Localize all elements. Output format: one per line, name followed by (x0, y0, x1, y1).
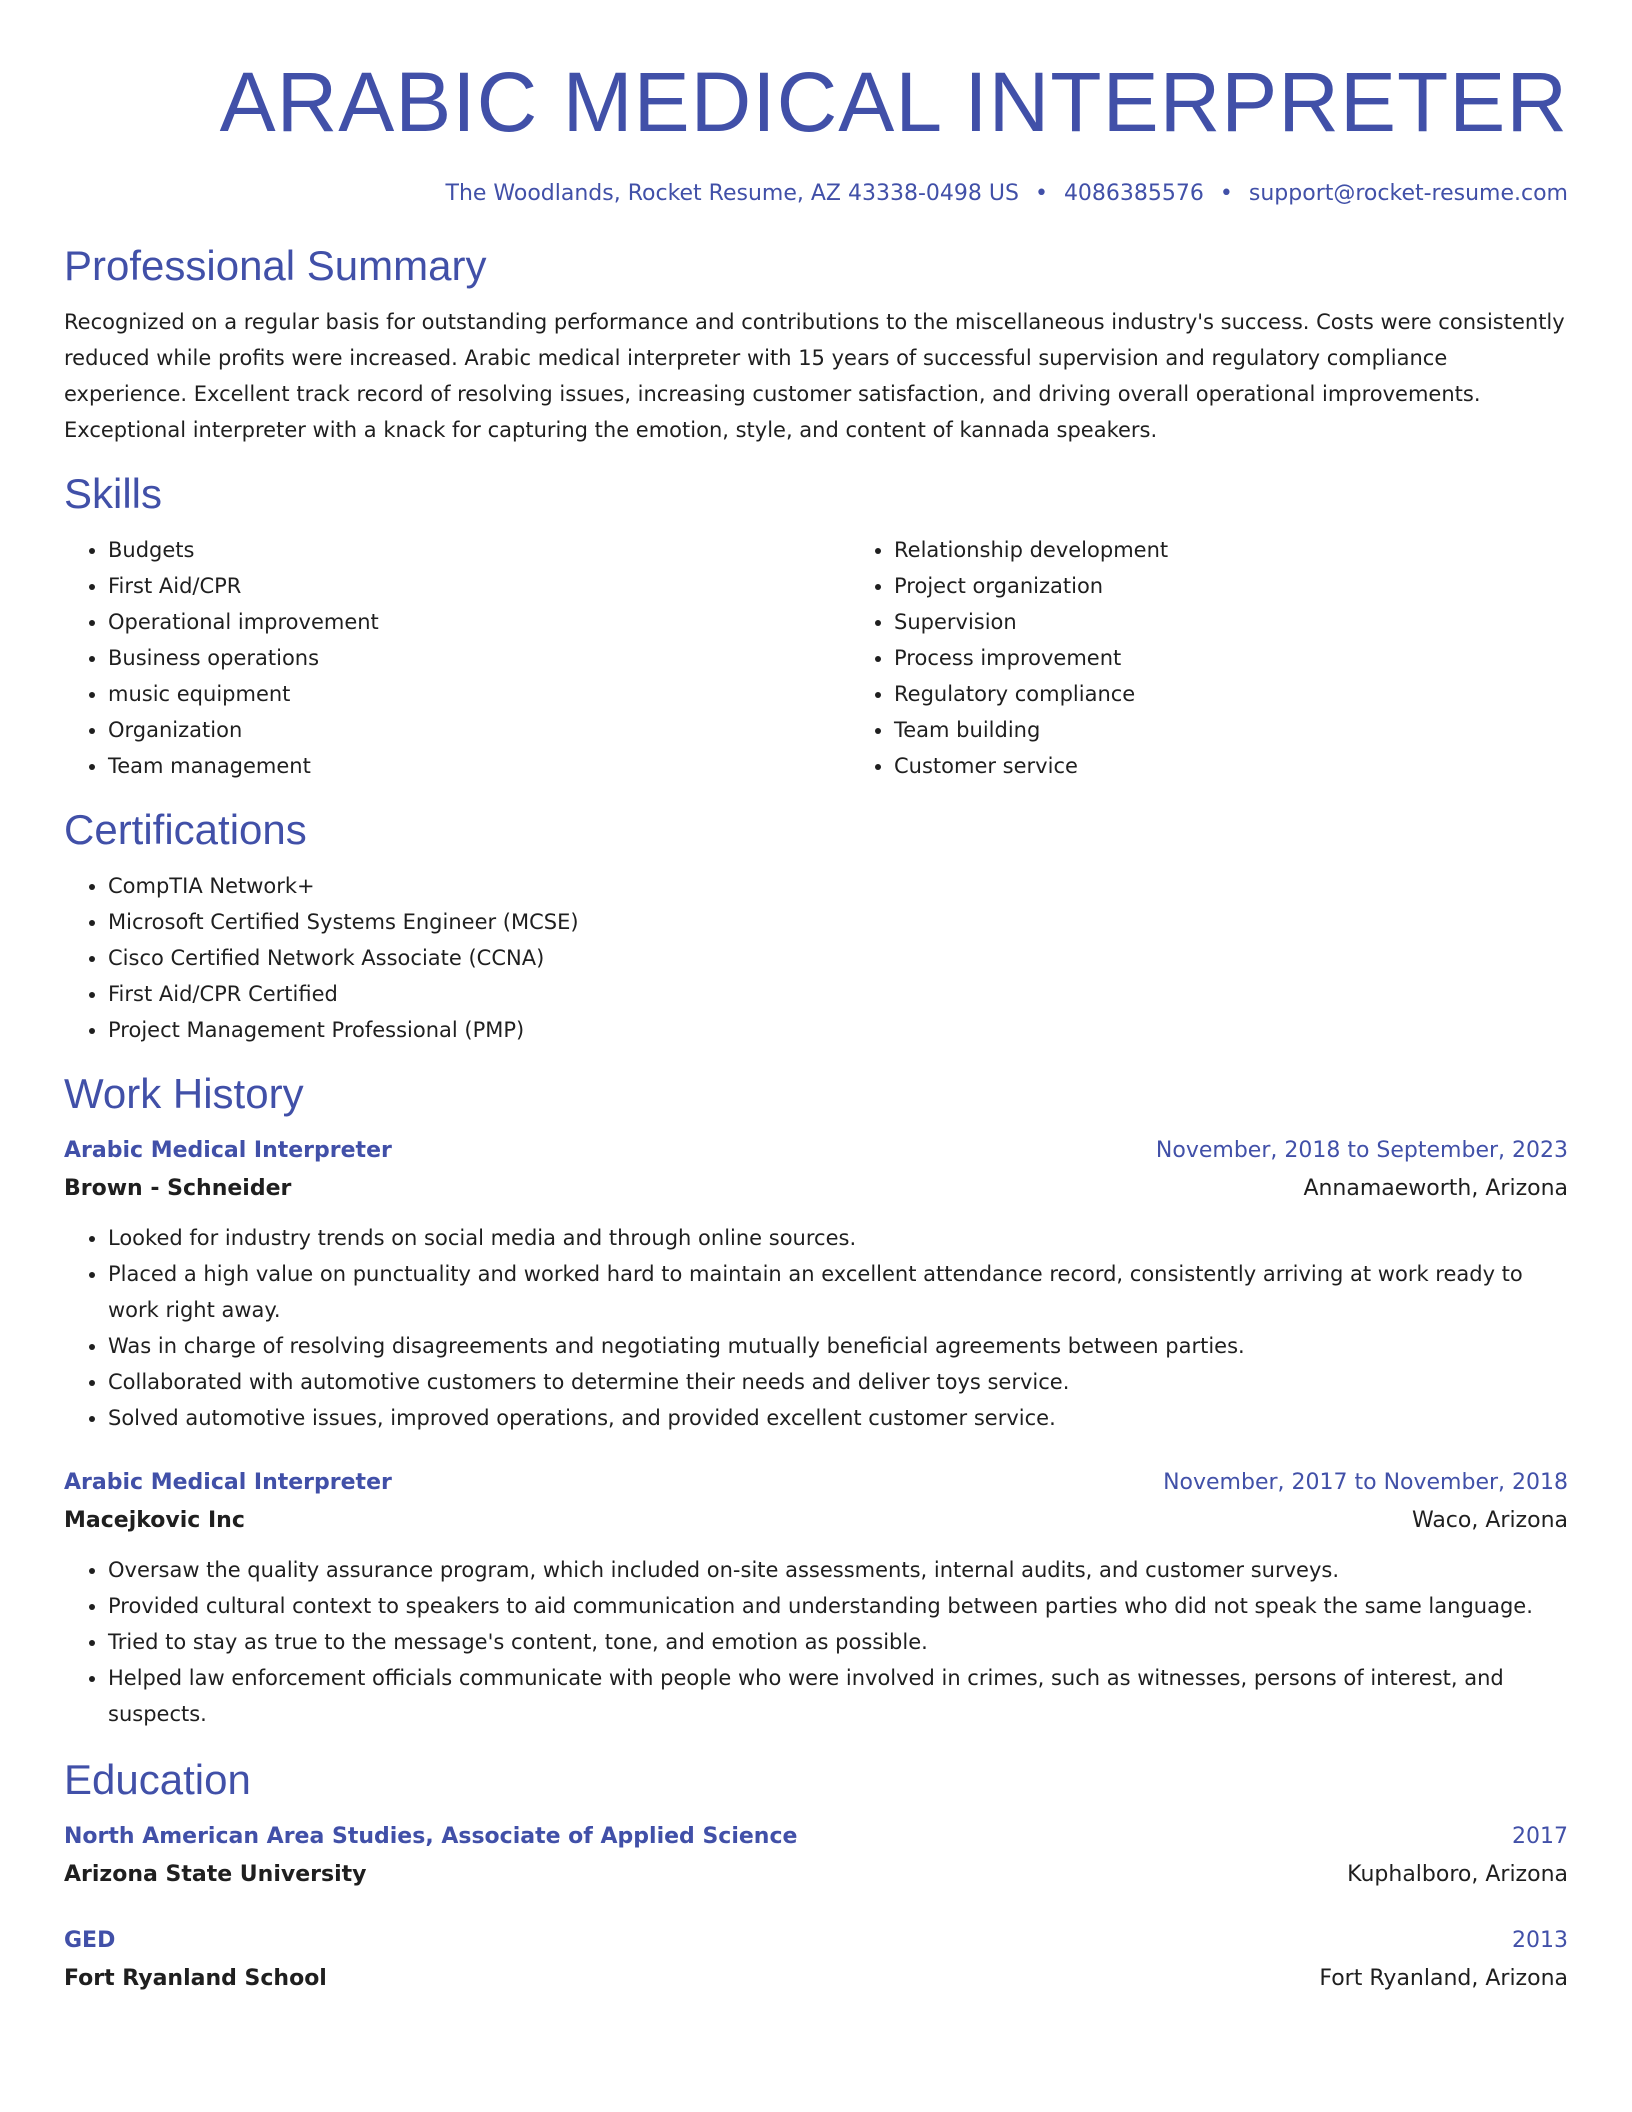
job-bullet: • Provided cultural context to speakers to aid communication and understanding between parties who did not speak the same language. (108, 1588, 1568, 1624)
job-entry (64, 1132, 1568, 1436)
section-title-education: Education (64, 1756, 251, 1803)
resume-name: ARABIC MEDICAL INTERPRETER (219, 55, 1568, 149)
section-title-certifications: Certifications (64, 806, 307, 853)
job-header (64, 1132, 1568, 1170)
skills-section (64, 468, 1568, 784)
education-header (64, 1922, 1568, 1960)
job-bullet: • Tried to stay as true to the message's content, tone, and emotion as possible. (108, 1624, 1568, 1660)
certifications-section (64, 804, 1568, 1048)
education-year: 2013 (1512, 1928, 1568, 1953)
section-title-work-history: Work History (64, 1070, 304, 1117)
contact-phone: 4086385576 (1063, 181, 1204, 206)
skill-item: • First Aid/CPR (108, 568, 850, 604)
education-school: Arizona State University (64, 1862, 367, 1887)
certification-item: • Project Management Professional (PMP) (108, 1012, 1568, 1048)
education-school: Fort Ryanland School (64, 1966, 327, 1991)
job-bullet: • Placed a high value on punctuality and worked hard to maintain an excellent attendance record, consistently arriving at work ready to work right away. (108, 1256, 1568, 1328)
skill-item: • Budgets (108, 532, 850, 568)
skill-item: • music equipment (108, 676, 850, 712)
skill-item: • Operational improvement (108, 604, 850, 640)
skill-item: • Process improvement (894, 640, 1632, 676)
job-bullet: • Oversaw the quality assurance program, which included on-site assessments, internal audits, and customer surveys. (108, 1552, 1568, 1588)
education-school-row (64, 1856, 1568, 1894)
contact-line (64, 178, 1568, 210)
job-bullet: • Helped law enforcement officials communicate with people who were involved in crimes, such as witnesses, persons of interest, and suspects. (108, 1660, 1568, 1732)
skills-columns (64, 532, 1568, 784)
certification-item: • CompTIA Network+ (108, 868, 1568, 904)
job-dates: November, 2018 to September, 2023 (1155, 1138, 1568, 1163)
job-title: Arabic Medical Interpreter (64, 1470, 392, 1495)
education-degree: GED (64, 1928, 116, 1953)
job-entry (64, 1464, 1568, 1732)
skill-item: • Organization (108, 712, 850, 748)
certification-item: • First Aid/CPR Certified (108, 976, 1568, 1012)
summary-text: Recognized on a regular basis for outstanding performance and contributions to the miscellaneous industry's success. Costs were consistently reduced while profits were increased. Arabic medical interpreter with 15 years of successful supervision and regulatory compliance experience. Excellent track record of resolving issues, increasing customer satisfaction, and driving overall operational improvements. Exceptional interpreter with a knack for capturing the emotion, style, and content of kannada speakers. (64, 310, 1565, 442)
job-bullets (64, 1220, 1568, 1436)
skill-item: • Project organization (894, 568, 1632, 604)
education-entry (64, 1818, 1568, 1894)
certifications-list (64, 868, 1568, 1048)
job-employer-row (64, 1170, 1568, 1208)
section-title-skills: Skills (64, 470, 163, 517)
job-bullet: • Was in charge of resolving disagreements and negotiating mutually beneficial agreements between parties. (108, 1328, 1568, 1364)
certification-item: • Cisco Certified Network Associate (CCNA) (108, 940, 1568, 976)
contact-email[interactable]: support@rocket-resume.com (1248, 181, 1568, 206)
education-degree: North American Area Studies, Associate of Applied Science (64, 1824, 798, 1849)
job-employer-row (64, 1502, 1568, 1540)
section-title-summary: Professional Summary (64, 242, 487, 289)
skills-list-left (64, 532, 850, 784)
education-entry (64, 1922, 1568, 1998)
job-header (64, 1464, 1568, 1502)
job-location: Waco, Arizona (1411, 1508, 1568, 1533)
skill-item: • Supervision (894, 604, 1632, 640)
education-header (64, 1818, 1568, 1856)
job-dates: November, 2017 to November, 2018 (1163, 1470, 1568, 1495)
education-location: Kuphalboro, Arizona (1347, 1862, 1568, 1887)
job-bullet: • Looked for industry trends on social media and through online sources. (108, 1220, 1568, 1256)
skill-item: • Team management (108, 748, 850, 784)
skill-item: • Relationship development (894, 532, 1632, 568)
job-bullet: • Solved automotive issues, improved operations, and provided excellent customer service. (108, 1400, 1568, 1436)
education-location: Fort Ryanland, Arizona (1319, 1966, 1568, 1991)
job-title: Arabic Medical Interpreter (64, 1138, 392, 1163)
contact-separator: • (1219, 181, 1233, 206)
skills-list-right (850, 532, 1632, 784)
skill-item: • Business operations (108, 640, 850, 676)
job-bullets (64, 1552, 1568, 1732)
skill-item: • Team building (894, 712, 1632, 748)
summary-section (64, 240, 1568, 448)
certification-item: • Microsoft Certified Systems Engineer (MCSE) (108, 904, 1568, 940)
contact-separator: • (1034, 181, 1048, 206)
job-company: Macejkovic Inc (64, 1508, 245, 1533)
job-bullet: • Collaborated with automotive customers to determine their needs and deliver toys service. (108, 1364, 1568, 1400)
contact-address: The Woodlands, Rocket Resume, AZ 43338-0498 US (445, 181, 1019, 206)
job-location: Annamaeworth, Arizona (1303, 1176, 1568, 1201)
education-school-row (64, 1960, 1568, 1998)
skill-item: • Regulatory compliance (894, 676, 1632, 712)
job-company: Brown - Schneider (64, 1176, 292, 1201)
work-history-section (64, 1068, 1568, 1732)
education-year: 2017 (1512, 1824, 1568, 1849)
skill-item: • Customer service (894, 748, 1632, 784)
education-section (64, 1754, 1568, 1998)
